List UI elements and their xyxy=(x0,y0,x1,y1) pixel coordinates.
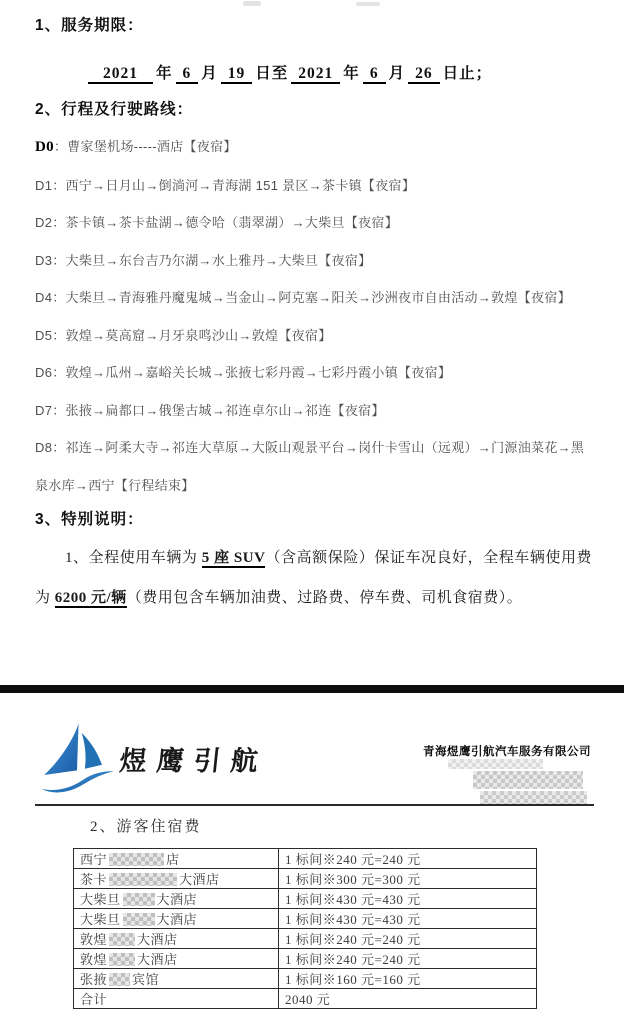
section-title-service-period: 1、服务期限： xyxy=(35,17,144,34)
table-row xyxy=(74,929,537,949)
itinerary-route-text: ：张掖→扁都口→俄堡古城→祁连卓尔山→祁连【夜宿】 xyxy=(52,402,385,418)
letterhead xyxy=(0,693,624,806)
date-value: 2021 xyxy=(291,65,340,84)
itinerary-route-text: ：西宁→日月山→倒淌河→青海湖 151 景区→茶卡镇【夜宿】 xyxy=(52,177,416,193)
date-unit-label: 日至 xyxy=(255,65,289,82)
note-text: （含高额保险）保证车况良好，全程车辆使用费为 xyxy=(35,550,592,606)
table-row xyxy=(74,909,537,929)
itinerary-day-label: D5 xyxy=(35,327,53,343)
hotel-name-suffix: 大酒店 xyxy=(179,872,220,887)
date-value: 19 xyxy=(221,65,253,84)
hotel-name-cell xyxy=(74,889,279,909)
hotel-name-prefix: 大柴旦 xyxy=(80,912,121,927)
letterhead-rule xyxy=(35,804,594,806)
hotel-name-suffix: 店 xyxy=(166,852,180,867)
date-value: 6 xyxy=(363,65,386,84)
table-row xyxy=(74,969,537,989)
itinerary-line xyxy=(35,317,592,355)
redacted-hotel-name xyxy=(123,893,155,906)
hotel-name-suffix: 宾馆 xyxy=(132,972,160,987)
company-name: 青海煜鹰引航汽车服务有限公司 xyxy=(423,746,591,758)
price-cell: 1 标间※160 元=160 元 xyxy=(279,969,537,989)
hotel-name-prefix: 敦煌 xyxy=(80,952,108,967)
itinerary-day-label: D0 xyxy=(35,139,54,155)
hotel-name-prefix: 茶卡 xyxy=(80,872,108,887)
redacted-contact-info xyxy=(473,771,583,789)
redacted-hotel-name xyxy=(123,913,155,926)
hotel-name-prefix: 大柴旦 xyxy=(80,892,121,907)
redacted-hotel-name xyxy=(109,953,135,966)
hotel-name-cell xyxy=(74,909,279,929)
price-cell: 1 标间※300 元=300 元 xyxy=(279,869,537,889)
price-cell: 2040 元 xyxy=(279,989,537,1009)
hotel-name-suffix: 大酒店 xyxy=(156,912,198,927)
itinerary-route-text: ：祁连→阿柔大寺→祁连大草原→大阪山观景平台→岗什卡雪山（远观）→门源油菜花→黑泉水库→西宁【行程结束】 xyxy=(35,440,585,493)
date-unit-label: 月 xyxy=(201,65,218,82)
lodging-fee-table xyxy=(73,848,537,1009)
table-row xyxy=(74,849,537,869)
date-unit-label: 年 xyxy=(343,65,360,82)
section-title-itinerary: 2、行程及行驶路线： xyxy=(35,101,194,118)
hotel-name-prefix: 合计 xyxy=(80,992,108,1007)
price-cell: 1 标间※240 元=240 元 xyxy=(279,929,537,949)
itinerary-line xyxy=(35,279,592,317)
hotel-name-cell xyxy=(74,949,279,969)
sailboat-icon xyxy=(38,721,116,801)
itinerary-route-text: ：敦煌→莫高窟→月牙泉鸣沙山→敦煌【夜宿】 xyxy=(52,327,332,343)
redacted-hotel-name xyxy=(109,873,177,886)
cropped-text-remnant xyxy=(243,1,261,6)
itinerary-day-label: D7 xyxy=(35,402,53,418)
itinerary-route-text: ：大柴旦→青海雅丹魔鬼城→当金山→阿克塞→阳关→沙洲夜市自由活动→敦煌【夜宿】 xyxy=(52,290,571,305)
itinerary-line xyxy=(35,204,592,242)
price-cell: 1 标间※430 元=430 元 xyxy=(279,909,537,929)
itinerary-line xyxy=(35,242,592,280)
date-value: 6 xyxy=(176,65,199,84)
table-row xyxy=(74,889,537,909)
hotel-name-prefix: 西宁 xyxy=(80,852,108,867)
redacted-hotel-name xyxy=(109,933,135,946)
hotel-name-suffix: 大酒店 xyxy=(156,892,198,907)
itinerary-day-label: D4 xyxy=(35,290,53,305)
hotel-name-cell xyxy=(74,929,279,949)
itinerary-route-text: ：敦煌→瓜州→嘉峪关长城→张掖七彩丹霞→七彩丹霞小镇【夜宿】 xyxy=(52,365,452,380)
itinerary-day-label: D3 xyxy=(35,252,53,268)
logo-brand-name: 煜鹰引航 xyxy=(118,746,270,777)
table-row xyxy=(74,869,537,889)
price-cell: 1 标间※240 元=240 元 xyxy=(279,949,537,969)
section-title-lodging-fee: 2、游客住宿费 xyxy=(90,819,202,835)
special-note-paragraph xyxy=(35,538,592,618)
itinerary-route-text: ：曹家堡机场-----酒店【夜宿】 xyxy=(53,139,237,154)
date-value: 26 xyxy=(408,65,440,84)
hotel-name-prefix: 敦煌 xyxy=(80,932,108,947)
price-cell: 1 标间※430 元=430 元 xyxy=(279,889,537,909)
date-unit-label: 年 xyxy=(156,65,173,82)
hotel-name-cell xyxy=(74,989,279,1009)
section-title-special-notes: 3、特别说明： xyxy=(35,511,144,528)
itinerary-line xyxy=(35,354,592,392)
itinerary-line xyxy=(35,392,592,430)
hotel-name-suffix: 大酒店 xyxy=(137,932,178,947)
redacted-contact-info xyxy=(480,791,587,804)
hotel-name-cell xyxy=(74,869,279,889)
redacted-hotel-name xyxy=(109,853,164,866)
note-emphasized-value: 6200 元/辆 xyxy=(54,590,127,606)
note-text: （费用包含车辆加油费、过路费、停车费、司机食宿费）。 xyxy=(126,590,523,606)
redacted-hotel-name xyxy=(109,973,130,986)
itinerary-list xyxy=(35,128,592,504)
date-unit-label: 日止； xyxy=(442,65,493,82)
itinerary-day-label: D6 xyxy=(35,365,53,380)
hotel-name-suffix: 大酒店 xyxy=(137,952,178,967)
itinerary-line xyxy=(35,429,592,504)
itinerary-route-text: ：茶卡镇→茶卡盐湖→德令哈（翡翠湖）→大柴旦【夜宿】 xyxy=(52,215,399,230)
itinerary-route-text: ：大柴旦→东台吉乃尔湖→水上雅丹→大柴旦【夜宿】 xyxy=(52,252,372,268)
note-emphasized-value: 5 座 SUV xyxy=(201,550,266,566)
date-unit-label: 月 xyxy=(388,65,406,82)
table-row xyxy=(74,989,537,1009)
date-value: 2021 xyxy=(88,65,153,84)
hotel-name-cell xyxy=(74,969,279,989)
itinerary-day-label: D1 xyxy=(35,177,53,193)
note-text: 1、全程使用车辆为 xyxy=(65,550,202,566)
hotel-name-cell xyxy=(74,849,279,869)
redacted-contact-info xyxy=(448,759,543,769)
hotel-name-prefix: 张掖 xyxy=(80,972,108,987)
price-cell: 1 标间※240 元=240 元 xyxy=(279,849,537,869)
itinerary-day-label: D8 xyxy=(35,440,53,455)
itinerary-line xyxy=(35,128,592,167)
table-row xyxy=(74,949,537,969)
itinerary-day-label: D2 xyxy=(35,215,53,230)
page-divider-bar xyxy=(0,685,624,693)
itinerary-line xyxy=(35,167,592,205)
service-period-dates xyxy=(88,62,592,86)
cropped-text-remnant xyxy=(356,2,380,6)
